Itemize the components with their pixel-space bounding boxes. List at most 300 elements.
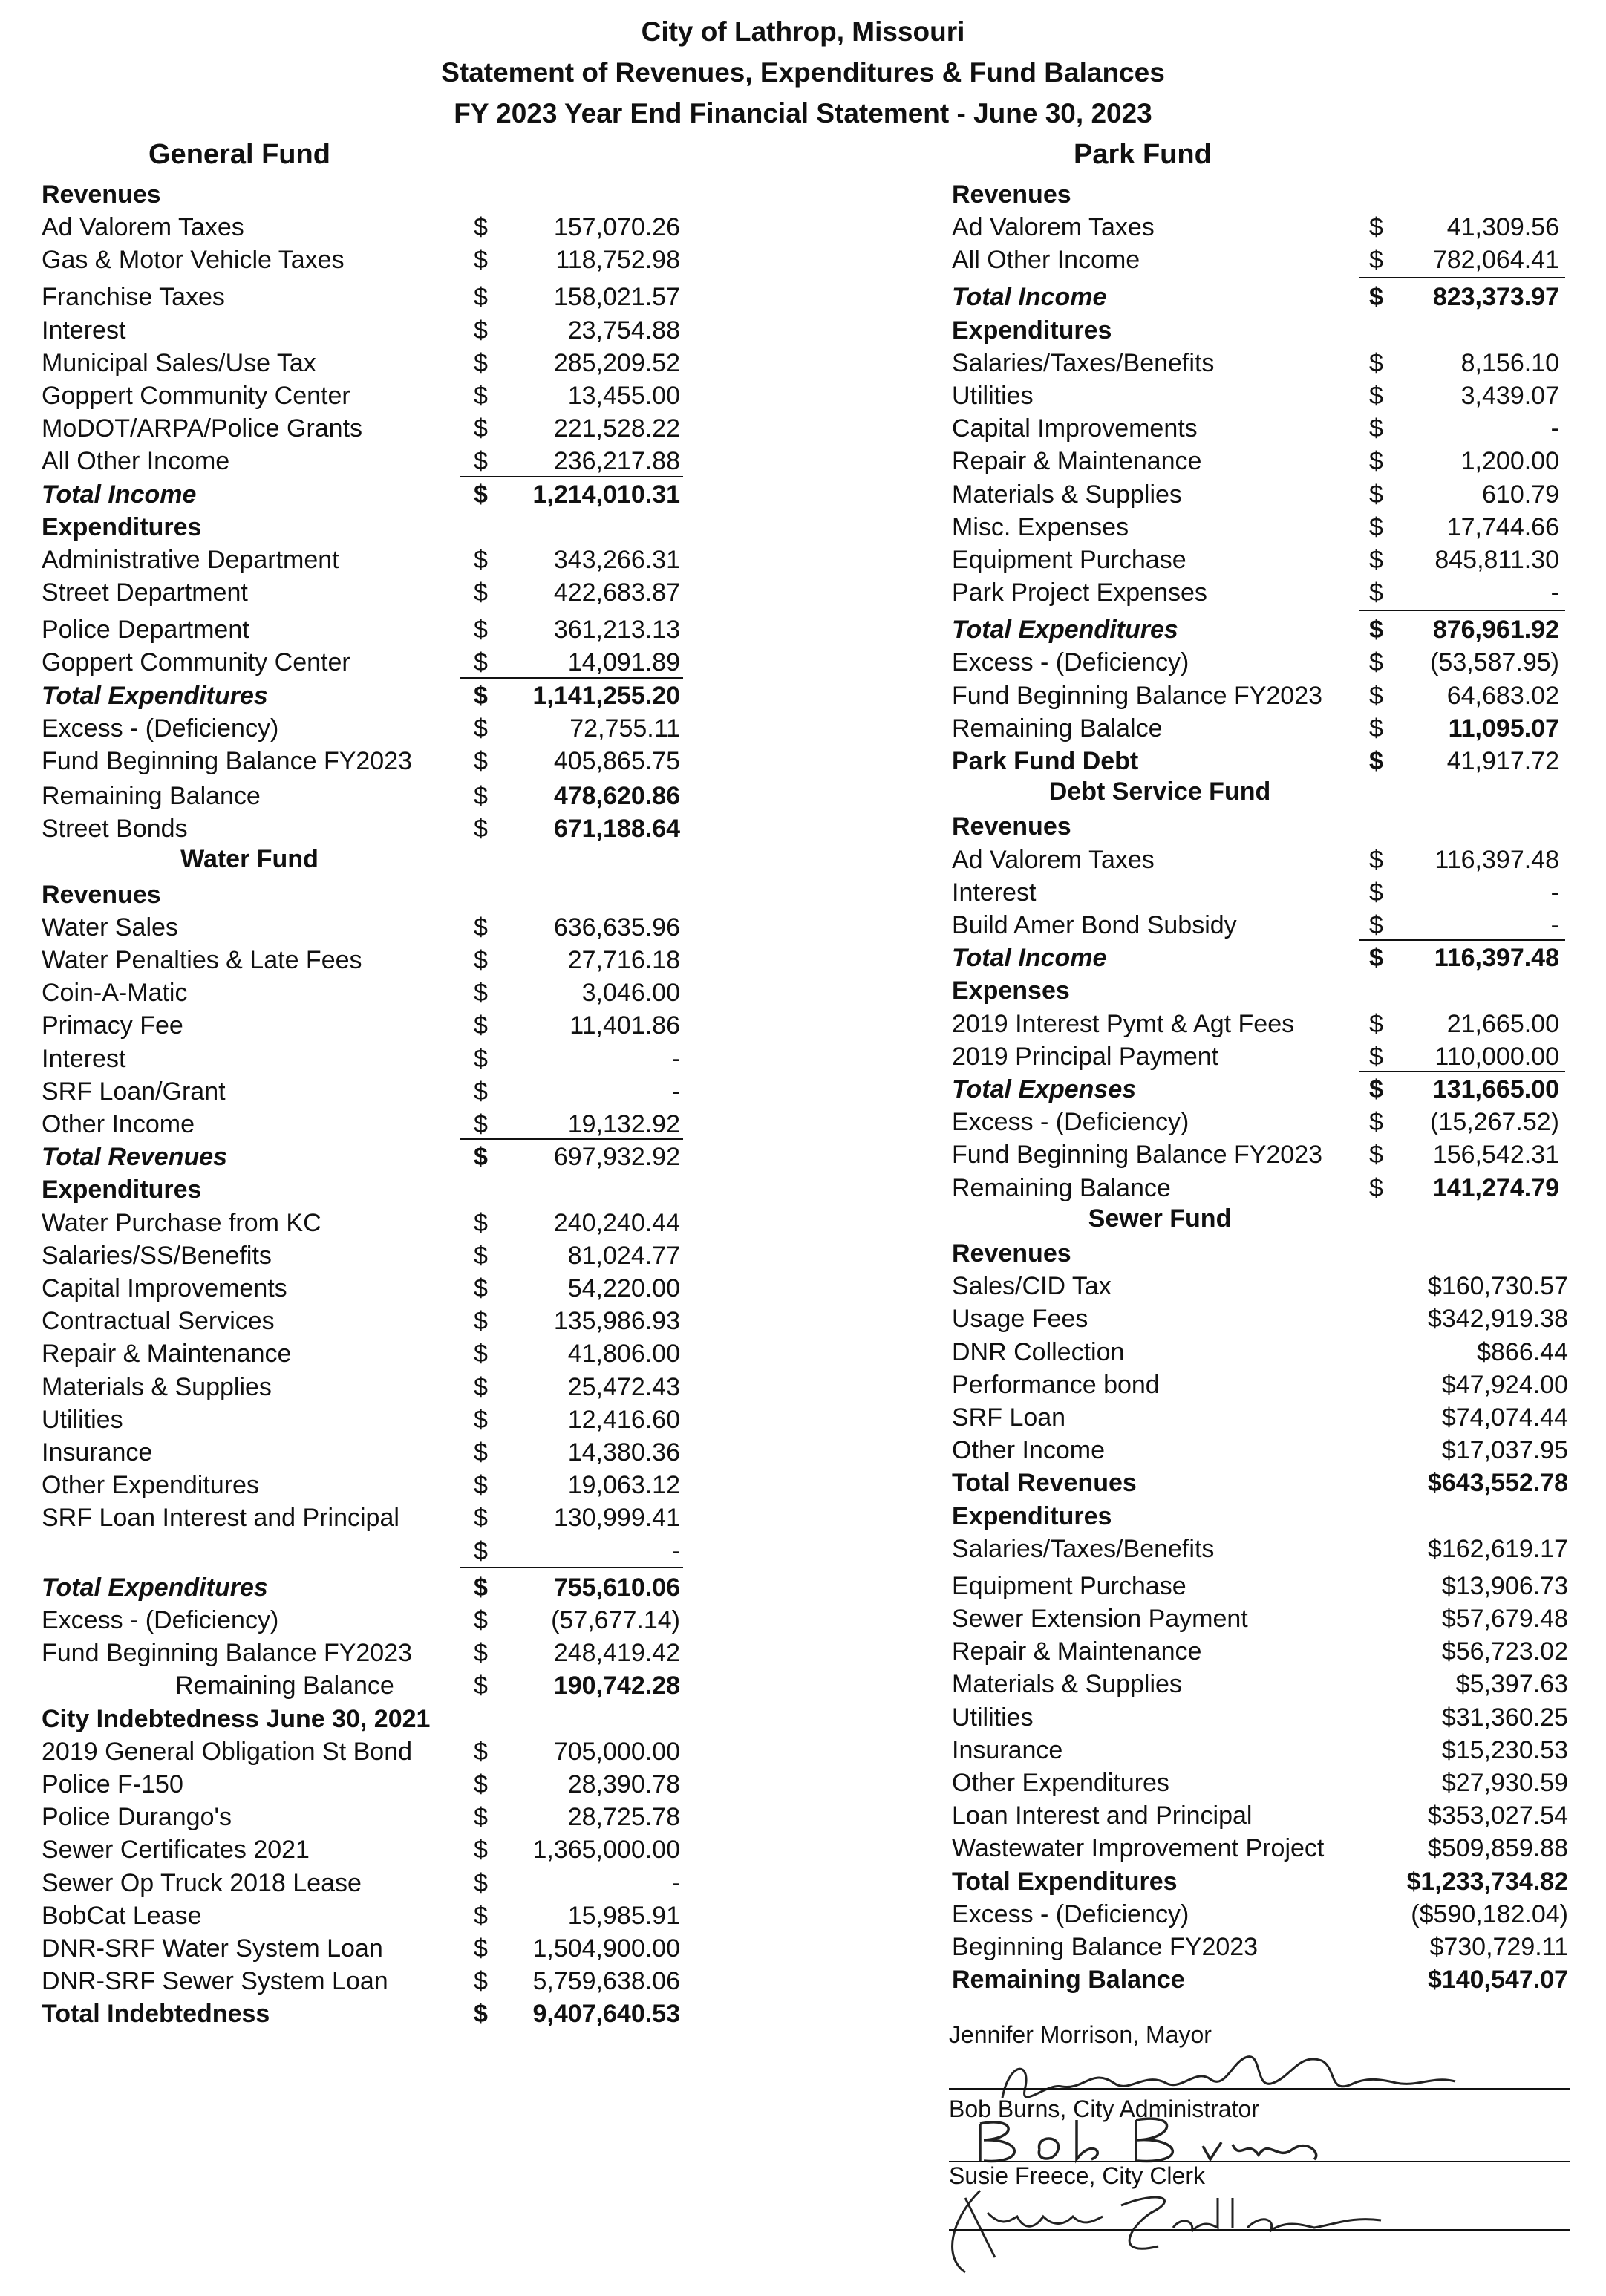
dollar-sign: $ [474, 1044, 488, 1073]
row-amount: 671,188.64 [553, 815, 680, 844]
row-label: Remaining Balance [952, 1173, 1171, 1202]
statement-row [42, 1403, 680, 1436]
statement-row [42, 1436, 680, 1469]
dollar-sign: $ [474, 681, 488, 710]
statement-row [42, 1009, 680, 1042]
statement-row [42, 211, 680, 244]
row-label: Total Expenditures [42, 1573, 268, 1602]
row-amount: 755,610.06 [553, 1573, 680, 1602]
row-label: Park Project Expenses [952, 578, 1207, 607]
row-amount: 21,665.00 [1446, 1009, 1559, 1038]
row-label: Ad Valorem Taxes [42, 213, 244, 242]
row-amount: 343,266.31 [553, 546, 680, 574]
statement-title: Statement of Revenues, Expenditures & Fund Balances [441, 57, 1165, 88]
statement-row [42, 576, 680, 609]
statement-row [952, 379, 1559, 412]
dollar-sign: $ [1369, 944, 1383, 973]
row-amount: 240,240.44 [553, 1208, 680, 1237]
indebtedness-title: City Indebtedness June 30, 2021 [42, 1704, 431, 1733]
statement-row [952, 1668, 1568, 1700]
statement-row [42, 1965, 680, 1997]
statement-row [952, 1832, 1568, 1865]
row-amount: 361,213.13 [553, 616, 680, 645]
clerk-signature [936, 2176, 1411, 2280]
dollar-sign: $ [474, 782, 488, 810]
statement-row [952, 445, 1559, 477]
row-label: Sales/CID Tax [952, 1272, 1112, 1301]
row-label: Repair & Maintenance [952, 1637, 1202, 1666]
dollar-sign: $ [474, 714, 488, 743]
page-title: City of Lathrop, Missouri [641, 16, 965, 47]
row-amount: 17,744.66 [1446, 512, 1559, 541]
row-label: Total Indebtedness [42, 2000, 270, 2029]
statement-row [42, 1305, 680, 1337]
dollar-sign: $ [1369, 1108, 1383, 1137]
row-amount: 8,156.10 [1460, 348, 1559, 377]
dollar-sign: $ [1369, 878, 1383, 907]
statement-row [952, 1138, 1559, 1171]
dollar-sign: $ [1369, 911, 1383, 939]
row-label: Total Expenditures [42, 681, 268, 710]
row-amount: 130,999.41 [553, 1504, 680, 1533]
total-row [42, 1571, 680, 1604]
subtotal-rule [460, 677, 683, 679]
subtotal-rule [1359, 1071, 1565, 1072]
row-amount: 135,986.93 [553, 1307, 680, 1336]
statement-row [952, 1369, 1568, 1401]
row-label: All Other Income [952, 246, 1140, 275]
row-amount: 782,064.41 [1432, 246, 1559, 275]
dollar-sign: $ [474, 1901, 488, 1930]
row-label: Sewer Certificates 2021 [42, 1836, 310, 1865]
row-label: Equipment Purchase [952, 1571, 1186, 1600]
row-label: Administrative Department [42, 546, 339, 574]
row-label: Other Expenditures [42, 1471, 259, 1500]
row-amount: 19,132.92 [567, 1110, 680, 1138]
dollar-sign: $ [474, 1241, 488, 1270]
dollar-sign: $ [1369, 747, 1383, 775]
row-amount: 636,635.96 [553, 913, 680, 942]
row-label: Wastewater Improvement Project [952, 1834, 1325, 1863]
row-label: Total Income [952, 283, 1107, 312]
subtotal-rule [1359, 939, 1565, 941]
row-label: Park Fund Debt [952, 747, 1139, 775]
statement-row [42, 613, 680, 646]
row-label: Build Amer Bond Subsidy [952, 911, 1237, 939]
row-label: Street Bonds [42, 815, 188, 844]
row-label: Remaining Balance [42, 782, 261, 810]
row-label: DNR-SRF Sewer System Loan [42, 1967, 388, 1996]
dollar-sign: $ [474, 1573, 488, 1602]
row-label: Ad Valorem Taxes [952, 213, 1155, 242]
row-label: Police F-150 [42, 1770, 183, 1798]
row-label: Coin-A-Matic [42, 979, 188, 1008]
row-label: Goppert Community Center [42, 382, 350, 410]
row-amount: $17,037.95 [1441, 1436, 1568, 1465]
row-label: Repair & Maintenance [952, 447, 1202, 476]
row-amount: $57,679.48 [1441, 1605, 1568, 1633]
row-label: Loan Interest and Principal [952, 1801, 1253, 1830]
row-amount: 23,754.88 [567, 316, 680, 345]
statement-row [42, 944, 680, 976]
dollar-sign: $ [474, 1504, 488, 1533]
row-label: SRF Loan/Grant [42, 1077, 226, 1106]
dollar-sign: $ [474, 414, 488, 443]
statement-row [42, 1604, 680, 1637]
statement-row [952, 876, 1559, 909]
section-heading: Revenues [952, 1239, 1071, 1268]
row-label: Performance bond [952, 1370, 1160, 1399]
section-heading: Revenues [42, 880, 161, 909]
statement-row [952, 1931, 1568, 1963]
statement-row [42, 712, 680, 745]
row-label: Ad Valorem Taxes [952, 845, 1155, 874]
dollar-sign: $ [474, 316, 488, 345]
row-amount: - [1550, 578, 1559, 607]
total-row [42, 1997, 680, 2030]
row-label: Gas & Motor Vehicle Taxes [42, 246, 345, 275]
row-amount: - [671, 1077, 680, 1106]
row-label: Primacy Fee [42, 1011, 183, 1040]
row-label: Fund Beginning Balance FY2023 [952, 681, 1323, 710]
row-amount: (53,587.95) [1430, 648, 1559, 677]
row-amount: (15,267.52) [1430, 1108, 1559, 1137]
statement-row [952, 844, 1559, 876]
section-heading: Revenues [952, 180, 1071, 209]
statement-row [42, 1469, 680, 1501]
statement-row [42, 1207, 680, 1239]
statement-row [42, 1535, 680, 1568]
statement-row [952, 1767, 1568, 1799]
row-amount: 11,095.07 [1448, 714, 1559, 743]
dollar-sign: $ [474, 1110, 488, 1138]
statement-row [42, 1337, 680, 1370]
row-amount: 11,401.86 [569, 1011, 680, 1040]
statement-row [42, 1735, 680, 1768]
row-amount: 876,961.92 [1432, 616, 1559, 645]
row-amount: 158,021.57 [553, 283, 680, 312]
row-label: 2019 Principal Payment [952, 1042, 1219, 1071]
total-row [952, 613, 1559, 646]
row-label: BobCat Lease [42, 1901, 202, 1930]
row-label: Total Expenditures [952, 616, 1178, 645]
statement-row [952, 1106, 1559, 1138]
row-label: Interest [952, 878, 1037, 907]
row-label: Total Expenditures [952, 1867, 1178, 1896]
subtotal-rule [460, 476, 683, 477]
statement-row [952, 1401, 1568, 1434]
dollar-sign: $ [1369, 1173, 1383, 1202]
row-label: Street Department [42, 578, 248, 607]
row-amount: $162,619.17 [1427, 1534, 1568, 1563]
dollar-sign: $ [474, 1143, 488, 1172]
statement-row [952, 1898, 1568, 1931]
dollar-sign: $ [474, 1672, 488, 1700]
row-amount: 28,390.78 [567, 1770, 680, 1798]
row-label: Water Purchase from KC [42, 1208, 321, 1237]
statement-row [952, 1734, 1568, 1767]
row-label: Other Income [42, 1110, 195, 1138]
row-amount: 64,683.02 [1446, 681, 1559, 710]
statement-row [952, 1570, 1568, 1602]
row-amount: 25,472.43 [567, 1372, 680, 1401]
row-amount: $342,919.38 [1427, 1305, 1568, 1334]
row-amount: 41,917.72 [1446, 747, 1559, 775]
dollar-sign: $ [474, 1536, 488, 1565]
dollar-sign: $ [474, 1208, 488, 1237]
dollar-sign: $ [474, 546, 488, 574]
row-label: Utilities [952, 1703, 1034, 1732]
subtotal-rule [460, 1567, 683, 1568]
dollar-sign: $ [474, 1639, 488, 1668]
row-label: Goppert Community Center [42, 648, 350, 677]
statement-row [42, 379, 680, 412]
dollar-sign: $ [474, 246, 488, 275]
row-label: 2019 Interest Pymt & Agt Fees [952, 1009, 1295, 1038]
dollar-sign: $ [474, 979, 488, 1008]
dollar-sign: $ [474, 1737, 488, 1766]
dollar-sign: $ [474, 616, 488, 645]
dollar-sign: $ [1369, 845, 1383, 874]
row-amount: 190,742.28 [553, 1672, 680, 1700]
dollar-sign: $ [1369, 246, 1383, 275]
statement-row [42, 976, 680, 1009]
row-amount: (57,677.14) [551, 1606, 680, 1634]
row-label: Materials & Supplies [42, 1372, 272, 1401]
row-amount: 236,217.88 [553, 447, 680, 476]
row-amount: $5,397.63 [1455, 1670, 1568, 1699]
statement-row [952, 1434, 1568, 1467]
row-label: Usage Fees [952, 1305, 1088, 1334]
row-label: Materials & Supplies [952, 480, 1182, 509]
section-heading: Expenditures [42, 512, 202, 541]
row-amount: 54,220.00 [567, 1274, 680, 1302]
row-amount: 116,397.48 [1434, 944, 1559, 973]
statement-row [952, 909, 1559, 942]
row-label: Fund Beginning Balance FY2023 [952, 1141, 1323, 1170]
row-amount: 13,455.00 [567, 382, 680, 410]
row-label: Repair & Maintenance [42, 1340, 292, 1369]
row-label: Other Income [952, 1436, 1105, 1465]
row-label: Sewer Extension Payment [952, 1605, 1248, 1633]
dollar-sign: $ [474, 1471, 488, 1500]
row-label: Beginning Balance FY2023 [952, 1933, 1259, 1961]
statement-row [952, 679, 1559, 712]
dollar-sign: $ [1369, 512, 1383, 541]
row-amount: 19,063.12 [567, 1471, 680, 1500]
statement-row [952, 1533, 1568, 1565]
row-amount: $74,074.44 [1441, 1403, 1568, 1432]
section-heading: Expenses [952, 976, 1070, 1005]
total-row [952, 1865, 1568, 1898]
row-amount: 41,806.00 [567, 1340, 680, 1369]
row-label: Excess - (Deficiency) [952, 1899, 1189, 1928]
row-label: Capital Improvements [952, 414, 1198, 443]
row-label: Utilities [952, 382, 1034, 410]
row-label: Total Expenses [952, 1075, 1137, 1103]
dollar-sign: $ [474, 1606, 488, 1634]
row-amount: - [671, 1536, 680, 1565]
row-label: SRF Loan Interest and Principal [42, 1504, 399, 1533]
statement-row [952, 1270, 1568, 1302]
dollar-sign: $ [474, 1011, 488, 1040]
statement-row [952, 544, 1559, 576]
row-label: Materials & Supplies [952, 1670, 1182, 1699]
dollar-sign: $ [474, 1967, 488, 1996]
statement-row [42, 780, 680, 812]
statement-row [952, 1040, 1559, 1073]
dollar-sign: $ [1369, 1009, 1383, 1038]
dollar-sign: $ [474, 1934, 488, 1963]
statement-row [952, 712, 1559, 745]
dollar-sign: $ [474, 348, 488, 377]
statement-row [42, 911, 680, 944]
total-row [952, 942, 1559, 974]
row-amount: - [671, 1044, 680, 1073]
row-label: Total Revenues [952, 1469, 1137, 1498]
row-amount: 9,407,640.53 [532, 2000, 680, 2029]
section-heading: Expenditures [42, 1175, 202, 1204]
dollar-sign: $ [474, 648, 488, 677]
row-label: Insurance [952, 1735, 1063, 1764]
row-amount: 15,985.91 [567, 1901, 680, 1930]
row-label: Interest [42, 1044, 126, 1073]
total-row [952, 281, 1559, 313]
mayor-signature-line [949, 2088, 1570, 2090]
row-amount: 1,200.00 [1460, 447, 1559, 476]
statement-row [952, 576, 1559, 609]
statement-row [42, 1801, 680, 1833]
statement-row [952, 1336, 1568, 1369]
row-amount: ($590,182.04) [1411, 1899, 1568, 1928]
dollar-sign: $ [474, 447, 488, 476]
row-amount: 248,419.42 [553, 1639, 680, 1668]
row-label: Utilities [42, 1405, 123, 1434]
dollar-sign: $ [1369, 1042, 1383, 1071]
statement-row [42, 1932, 680, 1965]
dollar-sign: $ [1369, 546, 1383, 574]
row-amount: 14,091.89 [567, 648, 680, 677]
dollar-sign: $ [474, 747, 488, 775]
row-amount: $15,230.53 [1441, 1735, 1568, 1764]
dollar-sign: $ [474, 382, 488, 410]
dollar-sign: $ [474, 1340, 488, 1369]
dollar-sign: $ [474, 1803, 488, 1832]
administrator-name: Bob Burns, City Administrator [949, 2096, 1259, 2122]
row-amount: 157,070.26 [553, 213, 680, 242]
dollar-sign: $ [1369, 714, 1383, 743]
row-label: Remaining Balance [175, 1672, 394, 1700]
row-amount: 41,309.56 [1446, 213, 1559, 242]
row-label: Excess - (Deficiency) [42, 1606, 279, 1634]
row-amount: 823,373.97 [1432, 283, 1559, 312]
row-label: Salaries/Taxes/Benefits [952, 348, 1215, 377]
dollar-sign: $ [474, 2000, 488, 2029]
dollar-sign: $ [1369, 616, 1383, 645]
subtotal-rule [460, 1138, 683, 1140]
row-amount: $160,730.57 [1427, 1272, 1568, 1301]
dollar-sign: $ [474, 913, 488, 942]
statement-row [952, 1008, 1559, 1040]
row-label: All Other Income [42, 447, 230, 476]
row-amount: $13,906.73 [1441, 1571, 1568, 1600]
row-amount: 478,620.86 [553, 782, 680, 810]
row-amount: 422,683.87 [553, 578, 680, 607]
dollar-sign: $ [1369, 213, 1383, 242]
row-amount: $27,930.59 [1441, 1769, 1568, 1797]
statement-row [952, 1799, 1568, 1832]
statement-row [42, 812, 680, 845]
row-label: Fund Beginning Balance FY2023 [42, 747, 413, 775]
section-heading: Expenditures [952, 1501, 1112, 1530]
row-amount: 141,274.79 [1432, 1173, 1559, 1202]
general-fund-title: General Fund [148, 139, 330, 170]
row-amount: 1,141,255.20 [532, 681, 680, 710]
row-label: Municipal Sales/Use Tax [42, 348, 316, 377]
total-row [952, 1963, 1568, 1996]
total-row [42, 1141, 680, 1173]
dollar-sign: $ [474, 815, 488, 844]
row-amount: 1,365,000.00 [532, 1836, 680, 1865]
row-amount: 1,504,900.00 [532, 1934, 680, 1963]
statement-row [952, 646, 1559, 679]
dollar-sign: $ [1369, 1075, 1383, 1103]
total-row [952, 1073, 1559, 1106]
sewer-fund-title: Sewer Fund [1088, 1204, 1232, 1233]
dollar-sign: $ [1369, 1141, 1383, 1170]
row-amount: - [1550, 911, 1559, 939]
statement-row [42, 1272, 680, 1305]
row-amount: $56,723.02 [1441, 1637, 1568, 1666]
statement-row [952, 244, 1559, 276]
dollar-sign: $ [474, 1438, 488, 1467]
dollar-sign: $ [474, 1836, 488, 1865]
dollar-sign: $ [474, 1274, 488, 1302]
row-label: Police Department [42, 616, 249, 645]
dollar-sign: $ [474, 213, 488, 242]
row-amount: 81,024.77 [567, 1241, 680, 1270]
row-amount: 405,865.75 [553, 747, 680, 775]
row-amount: 156,542.31 [1432, 1141, 1559, 1170]
dollar-sign: $ [474, 1077, 488, 1106]
row-label: Total Income [42, 480, 197, 509]
statement-row [952, 412, 1559, 445]
row-label: Water Sales [42, 913, 178, 942]
row-label: Other Expenditures [952, 1769, 1169, 1797]
dollar-sign: $ [474, 1770, 488, 1798]
dollar-sign: $ [474, 480, 488, 509]
statement-row [42, 1501, 680, 1534]
section-heading: Revenues [952, 812, 1071, 841]
row-amount: 610.79 [1482, 480, 1559, 509]
row-label: MoDOT/ARPA/Police Grants [42, 414, 363, 443]
statement-row [952, 1635, 1568, 1668]
statement-row [42, 347, 680, 379]
row-amount: $509,859.88 [1427, 1834, 1568, 1863]
total-row [952, 1467, 1568, 1499]
row-label: Water Penalties & Late Fees [42, 946, 362, 974]
dollar-sign: $ [1369, 648, 1383, 677]
row-label: Excess - (Deficiency) [42, 714, 279, 743]
total-row [42, 679, 680, 712]
row-amount: - [671, 1868, 680, 1897]
statement-row [42, 544, 680, 576]
row-amount: $31,360.25 [1441, 1703, 1568, 1732]
row-amount: 1,214,010.31 [532, 480, 680, 509]
statement-row [42, 1239, 680, 1272]
administrator-signature [965, 2109, 1336, 2168]
row-amount: 118,752.98 [555, 246, 680, 275]
